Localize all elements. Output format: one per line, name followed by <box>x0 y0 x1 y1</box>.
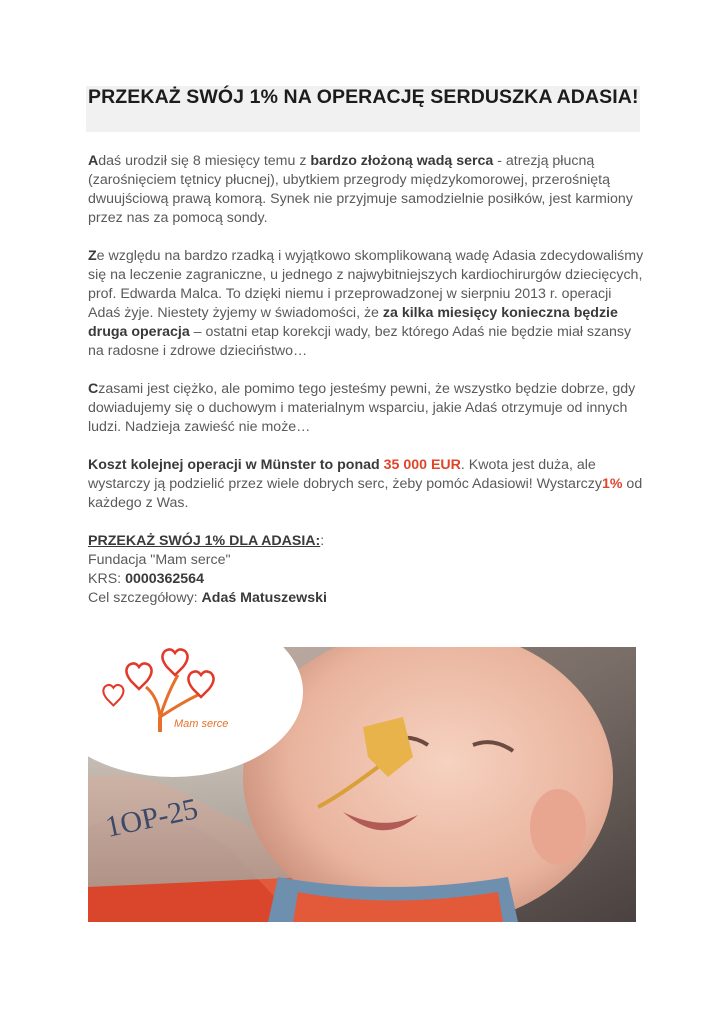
paragraph-diagnosis <box>88 152 644 228</box>
baby-photo <box>88 647 636 922</box>
text-segment: daś urodził się 8 miesięcy temu z <box>98 153 311 169</box>
paragraph-treatment <box>88 247 644 361</box>
bold-second-operation: za kilka miesięcy konieczna będzie druga operacja <box>88 305 618 340</box>
foundation-name: Fundacja "Mam serce" <box>88 552 231 568</box>
text-segment: zasami jest ciężko, ale pomimo tego jesteśmy pewni, że wszystko będzie dobrze, gdy dowiadujemy się o duchowym i materialnym wsparciu, jakie Adaś otrzymuje od innych ludzi. Nadzieja zawieść nie może… <box>88 381 636 435</box>
logo-text: Mam serce <box>174 718 229 730</box>
krs-line <box>88 570 644 589</box>
paragraph-cost <box>88 456 644 513</box>
article-body <box>88 152 644 608</box>
paragraph-hope <box>88 380 644 437</box>
goal-name: Adaś Matuszewski <box>201 590 327 606</box>
first-letter: Z <box>88 248 97 264</box>
goal-label: Cel szczegółowy: <box>88 590 202 606</box>
text-segment: . Kwota jest duża, ale wystarczy ją podzielić przez wiele dobrych serc, żeby pomóc Adasiowi! Wystarczy <box>88 457 602 492</box>
bold-cost: Koszt kolejnej operacji w Münster to ponad <box>88 457 384 473</box>
krs-label: KRS: <box>88 571 126 587</box>
cost-amount: 35 000 EUR <box>383 457 461 473</box>
text-segment: – ostatni etap korekcji wady, bez którego Adaś nie będzie miał szansy na radosne i zdrowe dzieciństwo… <box>88 324 632 359</box>
paper-text: 1OP-25 <box>102 792 201 844</box>
text-segment: - atrezją płucną (zarośnięciem tętnicy płucnej), ubytkiem przegrody międzykomorowej, przerośniętą dwuujściową prawą komorą. Synek nie przyjmuje samodzielnie posiłków, jest karmiony przez nas za pomocą sondy. <box>88 153 633 226</box>
bold-diagnosis: bardzo złożoną wadą serca <box>310 153 494 169</box>
goal-line <box>88 589 644 608</box>
text-segment: od każdego z Was. <box>88 476 643 511</box>
first-letter: C <box>88 381 99 397</box>
donation-heading-line <box>88 532 644 551</box>
donation-heading: PRZEKAŻ SWÓJ 1% DLA ADASIA: <box>88 533 321 549</box>
heading-suffix: : <box>320 533 325 549</box>
photo-illustration <box>88 647 636 922</box>
donation-info <box>88 532 644 608</box>
page-title: PRZEKAŻ SWÓJ 1% NA OPERACJĘ SERDUSZKA ADASIA! <box>88 86 639 108</box>
text-segment: e względu na bardzo rzadką i wyjątkowo skomplikowaną wadę Adasia zdecydowaliśmy się na leczenie zagraniczne, u jednego z najwybitniejszych kardiochirurgów dziecięcych, prof. Edwarda Malca. To dzięki niemu i przeprowadzonej w sierpniu 2013 r. operacji Adaś żyje. Niestety żyjemy w świadomości, że <box>88 248 644 321</box>
krs-number: 0000362564 <box>125 571 204 587</box>
title-box <box>86 86 640 132</box>
first-letter: A <box>88 153 99 169</box>
one-percent: 1% <box>601 476 623 492</box>
